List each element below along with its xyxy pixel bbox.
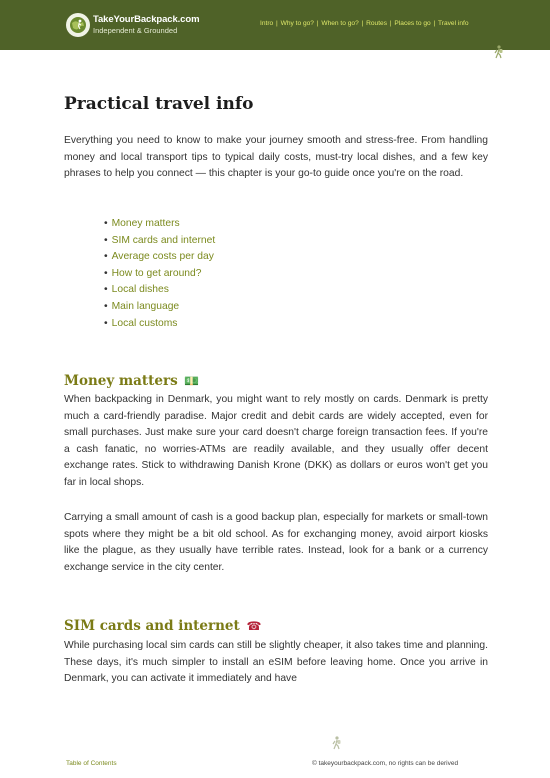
page-header [0, 0, 550, 50]
toc-link-local-customs[interactable]: • Local customs [104, 316, 215, 333]
page-title: Practical travel info [64, 94, 254, 114]
footer-hiker-icon [331, 736, 343, 755]
copyright-text: © takeyourbackpack.com, no rights can be derived [312, 760, 459, 767]
money-paragraph-1: When backpacking in Denmark, you might want to rely mostly on cards. Denmark is pretty much a card-friendly paradise. Major credit and debit cards are widely accepted, even for small purchases. Just make sure your card doesn't charge foreign transaction fees. If you're a cash fanatic, no worries-ATMs are readily available, and they usually offer decent exchange rates. Stick to withdrawing Danish Krone (DKK) as dollars or euros won't get you far in local shops. [64, 394, 488, 488]
brand-tagline: Independent & Grounded [93, 26, 178, 35]
nav-why-to-go[interactable]: Why to go? [280, 20, 314, 27]
nav-intro[interactable]: Intro [260, 20, 274, 27]
top-nav: Intro | Why to go? | When to go? | Routes | Places to go | Travel info [260, 20, 469, 27]
toc-link-money-matters[interactable]: • Money matters [104, 216, 215, 233]
nav-places-to-go[interactable]: Places to go [394, 20, 431, 27]
toc-link-average-costs[interactable]: • Average costs per day [104, 249, 215, 266]
brand-name[interactable]: TakeYourBackpack.com [93, 14, 200, 25]
toc-link-main-language[interactable]: • Main language [104, 299, 215, 316]
sim-cards-heading [64, 618, 261, 634]
toc-link-local-dishes[interactable]: • Local dishes [104, 282, 215, 299]
toc-link-sim-cards[interactable]: • SIM cards and internet [104, 233, 215, 250]
money-paragraph-2: Carrying a small amount of cash is a good backup plan, especially for markets or small-town spots where they might be a bit old school. As for exchanging money, avoid airport kiosks like the plague, as they usually have terrible rates. Instead, look for a bank or a currency exchange service in the city center. [64, 512, 488, 573]
toc-link-get-around[interactable]: • How to get around? [104, 266, 215, 283]
money-matters-heading [64, 373, 199, 389]
nav-travel-info[interactable]: Travel info [437, 20, 469, 27]
hiker-icon [493, 45, 505, 64]
globe-logo-icon[interactable] [66, 13, 90, 37]
table-of-contents-link[interactable]: Table of Contents [66, 760, 117, 767]
sim-paragraph-1: While purchasing local sim cards can still be slightly cheaper, it also takes time and planning. These days, it's much simpler to install an eSIM before leaving home. Once you arrive in Denmark, you can activate it immediately and have [64, 640, 488, 685]
intro-paragraph: Everything you need to know to make your journey smooth and stress-free. From handling money and local transport tips to typical daily costs, must-try local dishes, and a few key phrases to help you connect — this chapter is your go-to guide once you're on the road. [64, 135, 488, 180]
banknote-icon: 💵 [184, 374, 200, 388]
section-links [104, 216, 215, 332]
sim-cards-heading-text: SIM cards and internet [64, 618, 240, 634]
nav-when-to-go[interactable]: When to go? [321, 20, 359, 27]
telephone-icon: ☎ [246, 619, 262, 633]
money-matters-heading-text: Money matters [64, 373, 178, 389]
nav-routes[interactable]: Routes [366, 20, 388, 27]
